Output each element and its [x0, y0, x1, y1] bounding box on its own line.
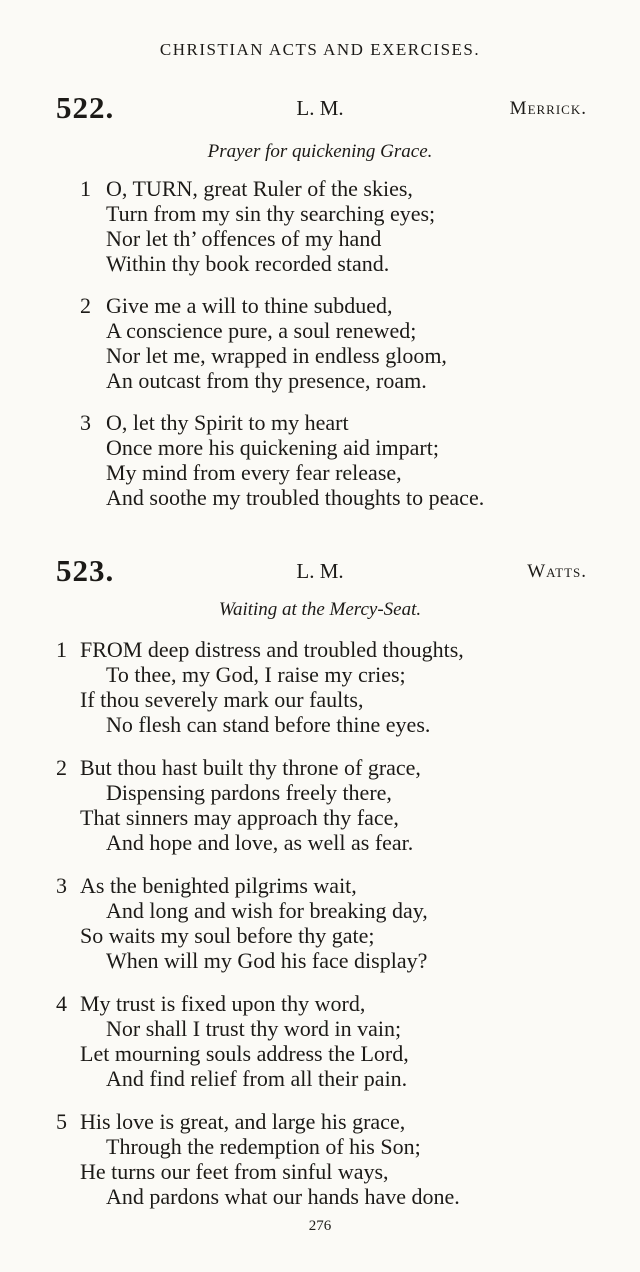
- stanza-line: So waits my soul before thy gate;: [80, 923, 375, 948]
- stanza-line: And soothe my troubled thoughts to peace.: [106, 485, 485, 510]
- stanza-line: Through the redemption of his Son;: [106, 1134, 421, 1159]
- stanza-line: And hope and love, as well as fear.: [106, 830, 414, 855]
- hymn-522-heading: [0, 90, 640, 130]
- stanza-number: 2: [56, 755, 67, 780]
- stanza-line: Nor let th’ offences of my hand: [106, 226, 382, 251]
- hymn-522-subtitle: Prayer for quickening Grace.: [207, 141, 433, 162]
- stanza-number: 2: [80, 293, 91, 318]
- stanza-line: He turns our feet from sinful ways,: [80, 1159, 389, 1184]
- stanza-line: Nor let me, wrapped in endless gloom,: [106, 343, 447, 368]
- stanza-number: 3: [80, 410, 91, 435]
- stanza-line: An outcast from thy presence, roam.: [106, 368, 427, 393]
- stanza-line: Give me a will to thine subdued,: [106, 293, 393, 318]
- stanza-line: Within thy book recorded stand.: [106, 251, 390, 276]
- hymn-number: 522.: [56, 90, 115, 125]
- stanza-number: 1: [80, 176, 91, 201]
- stanza-line: My mind from every fear release,: [106, 460, 402, 485]
- stanza-line: And long and wish for breaking day,: [106, 898, 428, 923]
- page-number: 276: [308, 1218, 332, 1234]
- hymn-523-subtitle: Waiting at the Mercy-Seat.: [218, 599, 422, 620]
- stanza-line: Nor shall I trust thy word in vain;: [106, 1016, 402, 1041]
- stanza-line: Let mourning souls address the Lord,: [80, 1041, 409, 1066]
- hymn-meter: L. M.: [296, 96, 344, 120]
- stanza-line: And pardons what our hands have done.: [106, 1184, 460, 1209]
- stanza-number: 1: [56, 637, 67, 662]
- stanza-line: As the benighted pilgrims wait,: [80, 873, 357, 898]
- stanza-line: But thou hast built thy throne of grace,: [80, 755, 421, 780]
- stanza-number: 3: [56, 873, 67, 898]
- stanza-number: 5: [56, 1109, 67, 1134]
- stanza-line: And find relief from all their pain.: [106, 1066, 408, 1091]
- stanza-line: No flesh can stand before thine eyes.: [106, 712, 431, 737]
- stanza-line: Turn from my sin thy searching eyes;: [106, 201, 436, 226]
- stanza-line: O, let thy Spirit to my heart: [106, 410, 349, 435]
- stanza-line: To thee, my God, I raise my cries;: [106, 662, 406, 687]
- stanza-line: That sinners may approach thy face,: [80, 805, 399, 830]
- stanza-line: FROM deep distress and troubled thoughts,: [80, 637, 464, 662]
- hymn-523-heading: [0, 553, 640, 593]
- stanza-line: If thou severely mark our faults,: [80, 687, 364, 712]
- hymn-tune: Watts.: [527, 561, 587, 582]
- hymn-number: 523.: [56, 553, 115, 588]
- stanza-line: A conscience pure, a soul renewed;: [106, 318, 417, 343]
- stanza-line: O, TURN, great Ruler of the skies,: [106, 176, 413, 201]
- stanza-line: Dispensing pardons freely there,: [106, 780, 392, 805]
- stanza-line: Once more his quickening aid impart;: [106, 435, 439, 460]
- hymn-meter: L. M.: [296, 559, 344, 583]
- stanza-line: His love is great, and large his grace,: [80, 1109, 406, 1134]
- running-head: CHRISTIAN ACTS AND EXERCISES.: [159, 40, 481, 59]
- stanza-number: 4: [56, 991, 67, 1016]
- stanza-line: My trust is fixed upon thy word,: [80, 991, 366, 1016]
- stanza-line: When will my God his face display?: [106, 948, 428, 973]
- hymn-tune: Merrick.: [509, 98, 587, 119]
